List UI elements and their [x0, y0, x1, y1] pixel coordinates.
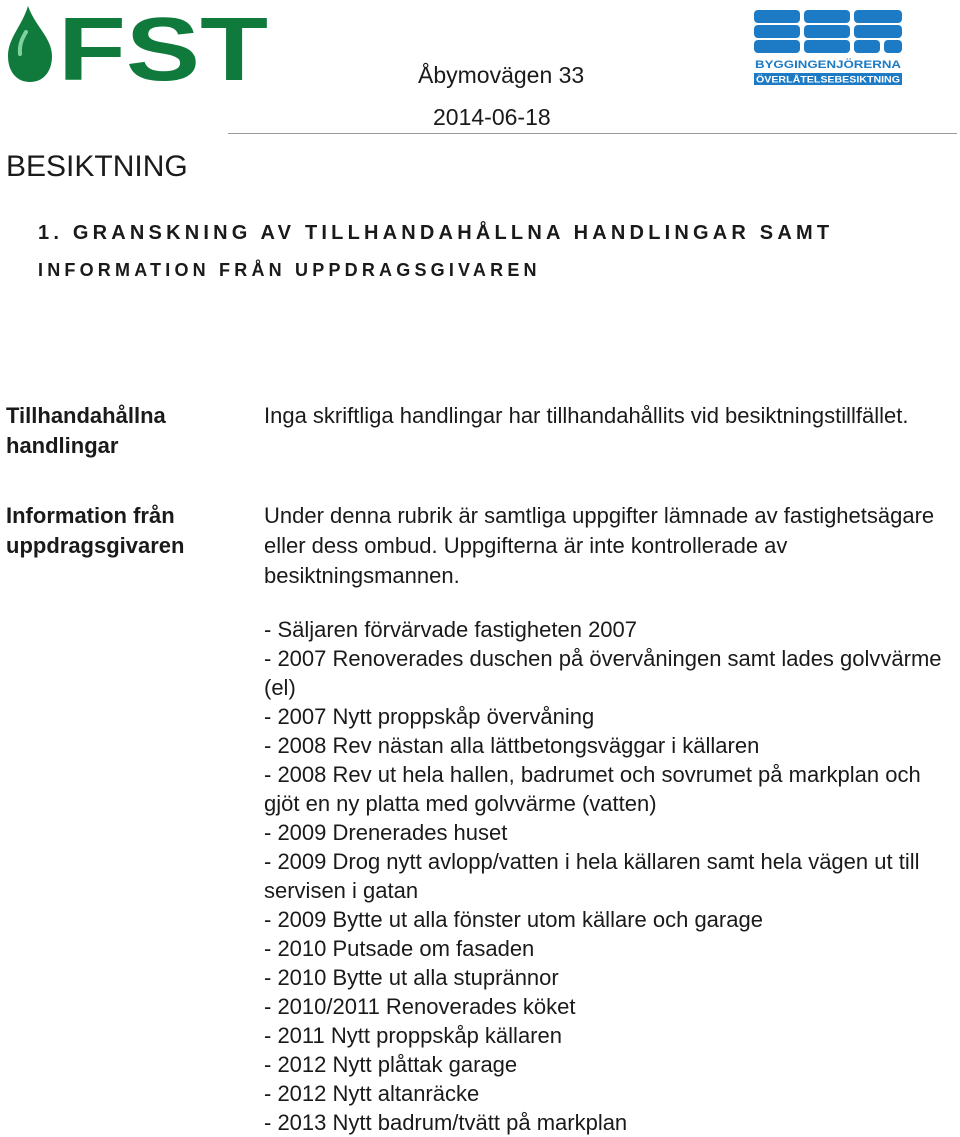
section-heading-line2: INFORMATION FRÅN UPPDRAGSGIVAREN — [38, 260, 541, 280]
section-heading — [38, 215, 953, 289]
text-client-information: Under denna rubrik är samtliga uppgifter lämnade av fastighetsägare eller dess ombud. Uppgifterna är inte kontrollerade av besiktningsmannen. — [264, 503, 935, 588]
sbr-subtitle: ÖVERLÅTELSEBESIKTNING — [756, 74, 900, 85]
property-address: Åbymovägen 33 — [418, 62, 585, 88]
water-drop-icon — [8, 6, 52, 82]
header-divider — [228, 133, 957, 134]
sbr-name: BYGGINGENJÖRERNA — [755, 59, 877, 71]
list-item: - 2009 Bytte ut alla fönster utom källare och garage — [264, 907, 763, 932]
list-item: - Säljaren förvärvade fastigheten 2007 — [264, 617, 638, 642]
document-title: BESIKTNING — [6, 150, 188, 183]
list-item: - 2007 Nytt proppskåp övervåning — [264, 704, 595, 729]
list-item: - 2010/2011 Renoverades köket — [264, 994, 576, 1019]
list-item: - 2008 Rev ut hela hallen, badrumet och sovrumet på markplan och gjöt en ny platta med golvvärme (vatten) — [264, 762, 921, 816]
list-item: - 2008 Rev nästan alla lättbetongsväggar i källaren — [264, 733, 760, 758]
list-item: - 2009 Drog nytt avlopp/vatten i hela källaren samt hela vägen ut till servisen i gatan — [264, 849, 920, 903]
label-client-information: Information från uppdragsgivaren — [6, 503, 185, 558]
client-info-list — [264, 615, 944, 1137]
section-heading-line1: 1. GRANSKNING AV TILLHANDAHÅLLNA HANDLINGAR SAMT — [38, 222, 834, 244]
list-item: - 2010 Putsade om fasaden — [264, 936, 535, 961]
fst-wordmark: FST — [58, 4, 269, 86]
list-item: - 2007 Renoverades duschen på övervåningen samt lades golvvärme (el) — [264, 646, 942, 700]
list-item: - 2012 Nytt altanräcke — [264, 1081, 480, 1106]
sbr-mark — [754, 10, 902, 53]
list-item: - 2009 Drenerades huset — [264, 820, 508, 845]
list-item: - 2010 Bytte ut alla stuprännor — [264, 965, 559, 990]
fst-logo — [4, 4, 270, 86]
list-item: - 2012 Nytt plåttak garage — [264, 1052, 518, 1077]
text-provided-documents: Inga skriftliga handlingar har tillhandahållits vid besiktningstillfället. — [264, 403, 909, 428]
report-date: 2014-06-18 — [433, 104, 551, 130]
sbr-logo — [752, 6, 904, 86]
list-item: - 2013 Nytt badrum/tvätt på markplan — [264, 1110, 628, 1135]
label-provided-documents: Tillhandahållna handlingar — [6, 403, 166, 458]
list-item: - 2011 Nytt proppskåp källaren — [264, 1023, 562, 1048]
